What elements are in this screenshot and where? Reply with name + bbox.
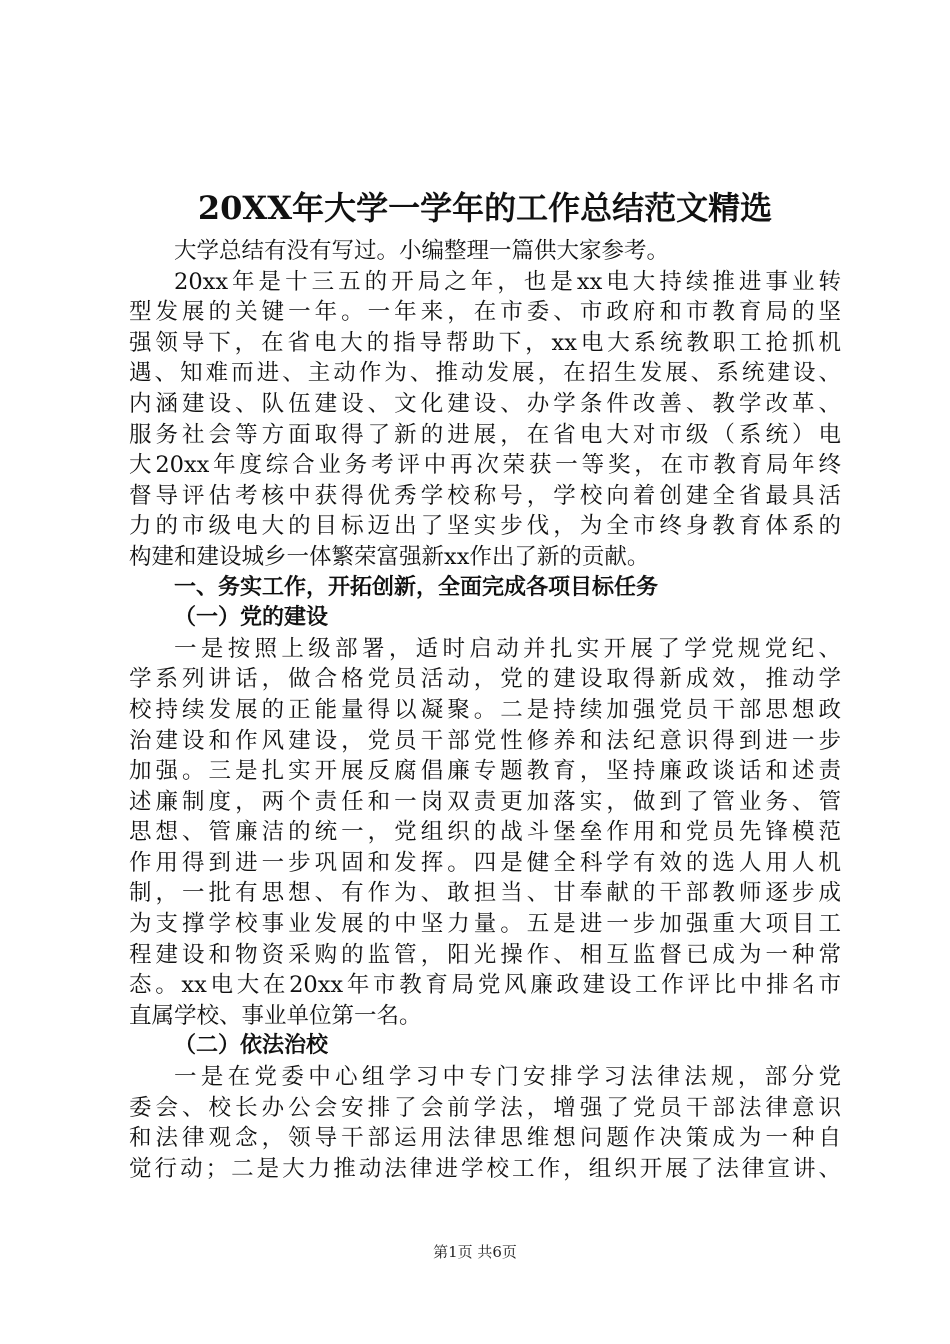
text-line: 大学总结有没有写过。小编整理一篇供大家参考。 (174, 238, 670, 264)
text-line: 为支撑学校事业发展的中坚力量。五是进一步加强重大项目工 (129, 911, 841, 938)
text-line: 思想、管廉洁的统一，党组织的战斗堡垒作用和党员先锋模范 (129, 819, 841, 846)
text-line: 大20xx年度综合业务考评中再次荣获一等奖，在市教育局年终 (129, 452, 841, 479)
text-line: 制，一批有思想、有作为、敢担当、甘奉献的干部教师逐步成 (129, 880, 841, 907)
text-line: （一）党的建设 (174, 605, 329, 631)
text-line: 一、务实工作，开拓创新，全面完成各项目标任务 (174, 574, 659, 600)
text-line: 20xx年是十三五的开局之年，也是xx电大持续推进事业转 (174, 268, 841, 295)
text-line: 型发展的关键一年。一年来，在市委、市政府和市教育局的坚 (129, 299, 841, 326)
text-line: 委会、校长办公会安排了会前学法，增强了党员干部法律意识 (129, 1094, 841, 1121)
text-line: 强领导下，在省电大的指导帮助下，xx电大系统教职工抢抓机 (129, 329, 841, 356)
text-line: 服务社会等方面取得了新的进展，在省电大对市级（系统）电 (129, 421, 841, 448)
subsection-heading (129, 603, 841, 634)
text-line: 作用得到进一步巩固和发挥。四是健全科学有效的选人用人机 (129, 849, 841, 876)
text-line: 直属学校、事业单位第一名。 (129, 1002, 422, 1029)
text-line: 觉行动；二是大力推动法律进学校工作，组织开展了法律宣讲、 (129, 1155, 841, 1182)
document-body (129, 186, 841, 1184)
paragraph (129, 634, 841, 1032)
text-line: 构建和建设城乡一体繁荣富强新xx作出了新的贡献。 (129, 543, 650, 570)
paragraph (129, 236, 841, 267)
text-line: 校持续发展的正能量得以凝聚。二是持续加强党员干部思想政 (129, 696, 841, 723)
paragraph (129, 1062, 841, 1184)
text-line: 一是按照上级部署，适时启动并扎实开展了学党规党纪、 (174, 635, 841, 662)
document-title: 20XX年大学一学年的工作总结范文精选 (197, 189, 773, 227)
text-line: 遇、知难而进、主动作为、推动发展，在招生发展、系统建设、 (129, 360, 841, 387)
text-line: 述廉制度，两个责任和一岗双责更加落实，做到了管业务、管 (129, 788, 841, 815)
text-line: 程建设和物资采购的监管，阳光操作、相互监督已成为一种常 (129, 941, 841, 968)
text-line: 督导评估考核中获得优秀学校称号，学校向着创建全省最具活 (129, 482, 841, 509)
text-line: 治建设和作风建设，党员干部党性修养和法纪意识得到进一步 (129, 727, 841, 754)
text-line: 态。xx电大在20xx年市教育局党风廉政建设工作评比中排名市 (129, 972, 841, 999)
subsection-heading (129, 1031, 841, 1062)
text-line: （二）依法治校 (174, 1033, 329, 1059)
text-line: 力的市级电大的目标迈出了坚实步伐，为全市终身教育体系的 (129, 513, 841, 540)
text-line: 和法律观念，领导干部运用法律思维想问题作决策成为一种自 (129, 1125, 841, 1152)
text-line: 一是在党委中心组学习中专门安排学习法律法规，部分党 (174, 1064, 841, 1091)
page-number-footer: 第1页 共6页 (433, 1243, 517, 1261)
text-line: 内涵建设、队伍建设、文化建设、办学条件改善、教学改革、 (129, 390, 841, 417)
paragraph-list (129, 236, 841, 1184)
text-line: 加强。三是扎实开展反腐倡廉专题教育，坚持廉政谈话和述责 (129, 758, 841, 785)
paragraph (129, 267, 841, 573)
text-line: 学系列讲话，做合格党员活动，党的建设取得新成效，推动学 (129, 666, 841, 693)
section-heading (129, 573, 841, 604)
